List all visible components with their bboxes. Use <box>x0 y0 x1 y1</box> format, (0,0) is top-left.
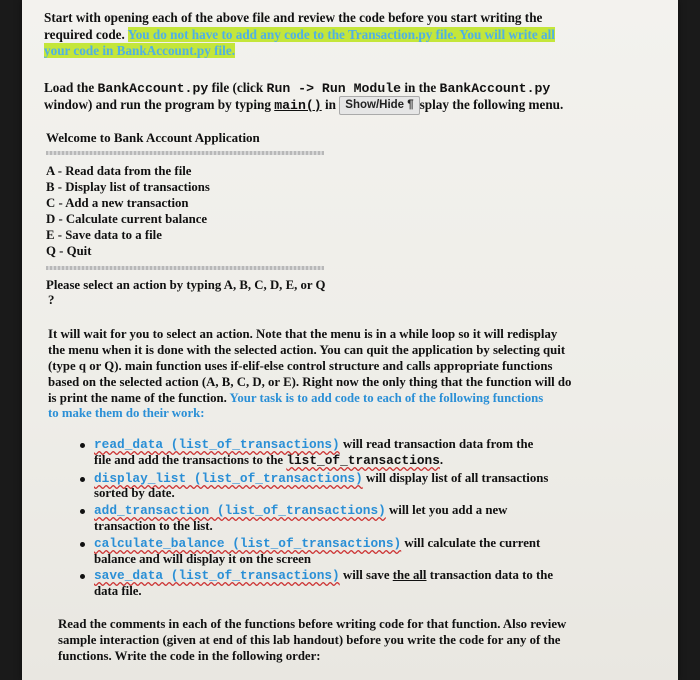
menu-item-d: D - Calculate current balance <box>46 212 208 226</box>
intro-line-2 <box>44 27 555 43</box>
function-desc: will display list of all transactions <box>362 471 549 485</box>
load-text: in <box>321 97 340 112</box>
function-desc: will read transaction data from the <box>339 437 534 451</box>
function-calculate-balance <box>94 535 540 552</box>
function-name: calculate_balance (list_of_transactions) <box>94 536 402 551</box>
code-list-name: list_of_transactions <box>286 453 440 468</box>
function-desc: will let you add a new <box>385 503 508 517</box>
function-read-data <box>94 436 533 453</box>
menu-separator-top <box>46 151 324 155</box>
menu-welcome: Welcome to Bank Account Application <box>46 130 260 145</box>
menu-item-e: E - Save data to a file <box>46 228 162 242</box>
bullet-icon <box>80 477 85 482</box>
function-desc: . <box>439 453 444 467</box>
function-desc: transaction data to the <box>426 568 554 582</box>
load-line-1 <box>44 80 550 97</box>
para-line-3: (type q or Q). main function uses if-elif-else control structure and calls appropriate functions <box>48 359 553 373</box>
para-text: is print the name of the function. <box>48 391 230 405</box>
show-hide-button[interactable]: Show/Hide ¶ <box>339 96 419 115</box>
function-name: display_list (list_of_transactions) <box>94 471 363 486</box>
function-save-data <box>94 567 553 584</box>
bullet-icon <box>80 574 85 579</box>
highlighted-note-cont: your code in BankAccount.py file. <box>44 43 235 58</box>
function-desc: will save <box>339 568 393 582</box>
menu-item-a: A - Read data from the file <box>46 164 192 178</box>
code-filename: BankAccount.py <box>439 81 551 96</box>
function-desc-underlined: the all <box>392 568 427 582</box>
code-main: main() <box>274 98 322 113</box>
function-desc: will calculate the current <box>401 536 541 550</box>
para-line-2: the menu when it is done with the selected action. You can quit the application by selecting quit <box>48 343 566 357</box>
document-page <box>22 0 678 680</box>
load-text: Load the <box>44 80 98 95</box>
load-text: window) and run the program by typing <box>44 97 275 112</box>
highlighted-note: You do not have to add any code to the Transaction.py file. You will write all <box>127 27 555 42</box>
intro-text: required code. <box>44 27 128 42</box>
function-add-transaction <box>94 502 507 519</box>
load-text: in the <box>401 80 440 95</box>
menu-separator-bottom <box>46 266 324 270</box>
intro-line-3 <box>44 43 235 59</box>
closing-line-2: sample interaction (given at end of this lab handout) before you write the code for any of the <box>58 633 561 647</box>
menu-item-c: C - Add a new transaction <box>46 196 189 210</box>
para-line-5 <box>48 390 543 406</box>
intro-line-1: Start with opening each of the above file and review the code before you start writing the <box>44 10 543 25</box>
function-read-data-cont <box>94 452 443 469</box>
function-name: read_data (list_of_transactions) <box>94 437 340 452</box>
code-filename: BankAccount.py <box>97 81 209 96</box>
bullet-icon <box>80 542 85 547</box>
bullet-icon <box>80 443 85 448</box>
bullet-icon <box>80 509 85 514</box>
load-text: splay the following menu. <box>419 97 564 112</box>
function-name: save_data (list_of_transactions) <box>94 568 340 583</box>
menu-prompt-mark: ? <box>48 293 55 307</box>
menu-item-q: Q - Quit <box>46 244 92 258</box>
code-run-module: Run -> Run Module <box>266 81 402 96</box>
para-line-1: It will wait for you to select an action. Note that the menu is in a while loop so it will redisplay <box>48 327 558 341</box>
function-save-data-cont: data file. <box>94 584 142 598</box>
load-line-2 <box>44 96 563 115</box>
closing-line-3: functions. Write the code in the following order: <box>58 649 321 663</box>
function-name: add_transaction (list_of_transactions) <box>94 503 386 518</box>
load-text: file (click <box>208 80 267 95</box>
function-display-list-cont: sorted by date. <box>94 486 175 500</box>
function-add-transaction-cont: transaction to the list. <box>94 519 213 533</box>
menu-prompt: Please select an action by typing A, B, C, D, E, or Q <box>46 278 326 292</box>
para-line-4: based on the selected action (A, B, C, D, or E). Right now the only thing that the function will do <box>48 375 572 389</box>
closing-line-1: Read the comments in each of the functions before writing code for that function. Also review <box>58 617 567 631</box>
task-text: Your task is to add code to each of the following functions <box>229 391 544 405</box>
para-line-6: to make them do their work: <box>48 406 205 420</box>
function-desc: file and add the transactions to the <box>94 453 287 467</box>
menu-item-b: B - Display list of transactions <box>46 180 210 194</box>
function-calculate-balance-cont: balance and will display it on the screen <box>94 552 311 566</box>
